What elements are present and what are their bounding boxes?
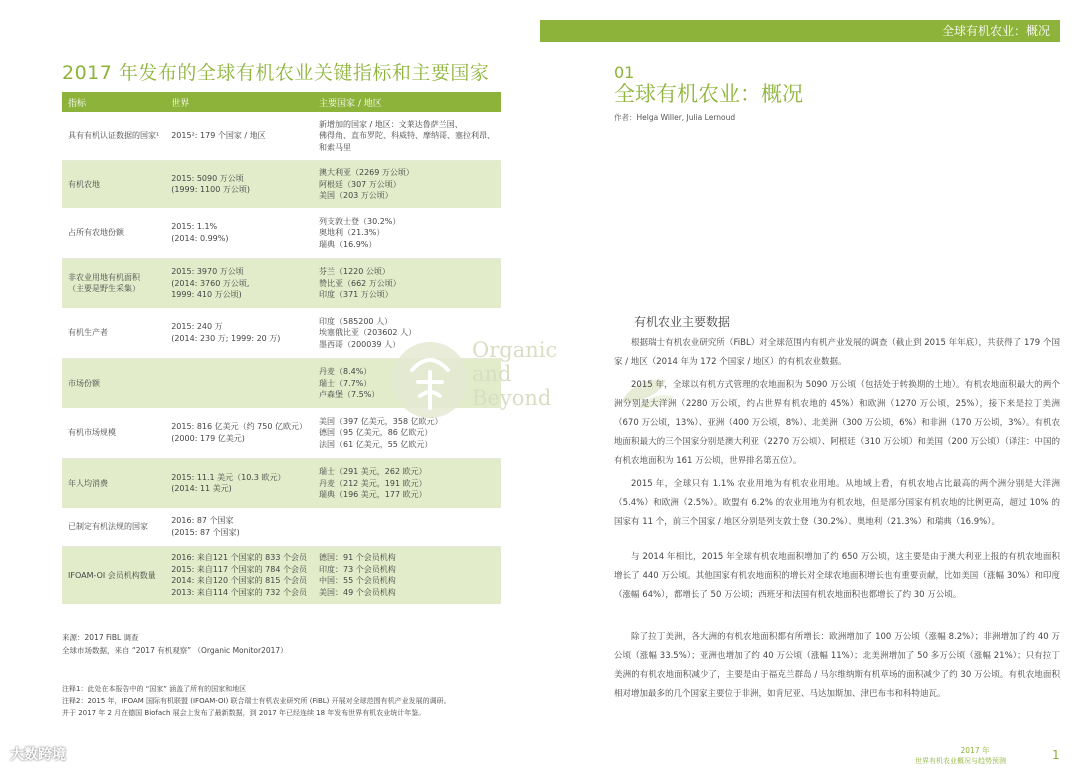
cell-line: 2013: 来自114 个国家的 732 个会员 (171, 587, 307, 597)
cell-line: 有机市场规模 (68, 428, 116, 437)
cell-line: 瑞典（196 美元，177 欧元） (318, 490, 427, 499)
brand-watermark: 大数跨境 (10, 747, 66, 763)
cell-line: 丹麦（212 美元，191 欧元） (318, 478, 427, 488)
cell-world (165, 160, 313, 208)
cell-line: 埃塞俄比亚（203602 人） (318, 328, 417, 337)
footnote: 注释2：2015 年，IFOAM 国际有机联盟 (IFOAM-OI) 联合瑞士有机农业研究所 (FiBL) 开展对全球范围有机产业发展的调研。 (62, 697, 451, 705)
cell-line: (2000: 179 亿美元) (171, 433, 245, 443)
footnote: 注释1：此处在本报告中的 “国家” 涵盖了所有的国家和地区 (62, 685, 247, 693)
cell-indicator (62, 408, 165, 458)
cell-world (165, 258, 313, 308)
cell-line: 美国：49 个会员机构 (318, 587, 396, 597)
chapter-title: 全球有机农业：概况 (614, 82, 803, 106)
cell-line: 非农业用地有机面积 (68, 272, 140, 282)
source-notes (62, 631, 288, 657)
cell-line: (1999: 1100 万公顷) (171, 185, 250, 195)
paragraph: 与 2014 年相比，2015 年全球有机农地面积增加了约 650 万公顷，这主要是由于澳大利亚上报的有机农地面积增长了 440 万公顷。其他国家有机农地面积的增长对全球农地面积增长也有重要贡献，比如美国（涨幅 30%）和印度（涨幅 64%），都增长了 50 万公顷；西班牙和法国有机农地面积也都增长了约 30 万公顷。 (614, 552, 1060, 600)
cell-indicator (62, 308, 165, 358)
cell-line: 佛得角、直布罗陀、科威特、摩纳哥、塞拉利昂、 (318, 131, 495, 140)
watermark-line: and (472, 362, 512, 386)
footer-subtitle: 世界有机农业概况与趋势预测 (915, 757, 1006, 765)
cell-line: 列支敦士登（30.2%） (318, 216, 401, 226)
cell-line: 1999: 410 万公顷) (171, 290, 242, 299)
cell-line: 有机生产者 (68, 328, 108, 337)
cell-countries (313, 160, 501, 208)
cell-line: (2014: 11 美元) (171, 484, 232, 494)
cell-line: 印度（585200 人） (318, 316, 393, 326)
cell-line: 印度：73 个会员机构 (318, 564, 396, 574)
cell-line: 瑞士（291 美元，262 欧元） (318, 467, 427, 476)
table-row (62, 112, 501, 160)
cell-line: 2015: 816 亿美元（约 750 亿欧元） (171, 422, 307, 432)
cell-line: 澳大利亚（2269 万公顷） (318, 168, 414, 177)
chapter-number: 01 (614, 63, 635, 82)
cell-line: (2015: 87 个国家) (171, 527, 240, 537)
header-world: 世界 (165, 92, 313, 112)
cell-line: 和索马里 (318, 142, 351, 152)
paragraph: 除了拉丁美洲，各大洲的有机农地面积都有所增长：欧洲增加了 100 万公顷（涨幅 8.2%）；非洲增加了约 40 万公顷（涨幅 33.5%）；亚洲也增加了约 40 万公顷（涨幅 11%）；北美洲增加了 50 多万公顷（涨幅 21%）；只有拉丁美洲的有机农地面积减少了，主要是由于福克兰群岛 / 马尔维纳斯有机草场的面积减少了约 30 万公顷。有机农地面积相对增加最多的几个国家主要位于非洲，如肯尼亚、马达加斯加、津巴布韦和科特迪瓦。 (614, 632, 1060, 699)
table-header-row (62, 92, 501, 112)
cell-line: 占所有农地份额 (68, 228, 124, 237)
cell-line: 2015: 5090 万公顷 (171, 173, 244, 183)
cell-indicator (62, 258, 165, 308)
cell-world (165, 112, 313, 160)
cell-line: 芬兰（1220 公顷） (318, 267, 390, 276)
cell-world (165, 408, 313, 458)
cell-line: 2015: 3970 万公顷 (171, 267, 244, 276)
paragraph: 2015 年，全球以有机方式管理的农地面积为 5090 万公顷（包括处于转换期的土地）。有机农地面积最大的两个洲分别是大洋洲（2280 万公顷，约占世界有机农地的 45%）和欧洲（1270 万公顷，25%），接下来是拉丁美洲（670 万公顷，13%）、亚洲（400 万公顷，8%）、北美洲（300 万公顷，6%）和非洲（170 万公顷，3%）。有机农地面积最大的三个国家分别是澳大利亚（2270 万公顷）、阿根廷（310 万公顷）和美国（200 万公顷）（译注：中国的有机农地面积为 161 万公顷，世界排名第五位）。 (614, 380, 1060, 466)
cell-line: 丹麦（8.4%） (318, 367, 372, 376)
watermark-line: Organic (472, 338, 558, 362)
table-row (62, 208, 501, 258)
section-title: 有机农业主要数据 (634, 315, 731, 329)
cell-indicator (62, 208, 165, 258)
cell-line: 2014: 来自120 个国家的 815 个会员 (171, 576, 307, 586)
cell-line: 已制定有机法规的国家 (68, 522, 148, 531)
cell-line: 阿根廷（307 万公顷） (318, 179, 401, 189)
cell-line: 美国（397 亿美元，358 亿欧元） (318, 416, 443, 426)
cell-line: 法国（61 亿美元，55 亿欧元） (318, 439, 433, 449)
table-row (62, 160, 501, 208)
footnotes (62, 683, 482, 719)
cell-indicator (62, 112, 165, 160)
cell-countries (313, 258, 501, 308)
cell-line: 瑞典（16.9%） (318, 239, 377, 249)
cell-line: 2015²: 179 个国家 / 地区 (171, 131, 266, 140)
cell-countries (313, 112, 501, 160)
cell-world (165, 546, 313, 604)
cell-world (165, 308, 313, 358)
cell-world (165, 458, 313, 508)
cell-line: 新增加的国家 / 地区：文莱达鲁萨兰国、 (318, 119, 463, 129)
cell-line: (2014: 230 万; 1999: 20 万) (171, 333, 281, 343)
cell-line: 瑞士（7.7%） (318, 378, 372, 388)
cell-world (165, 208, 313, 258)
cell-indicator (62, 458, 165, 508)
cell-line: 赞比亚（662 万公顷） (318, 278, 401, 288)
table-row (62, 458, 501, 508)
authors: 作者：Helga Willer, Julia Lernoud (614, 113, 736, 122)
header-countries: 主要国家 / 地区 (313, 92, 501, 112)
cell-line: 2016: 87 个国家 (171, 516, 234, 526)
source-note: 来源：2017 FiBL 调查 (62, 633, 139, 642)
paragraph: 根据瑞士有机农业研究所（FiBL）对全球范围内有机产业发展的调查（截止到 2015 年年底），共获得了 179 个国家 / 地区（2014 年为 172 个国家 / 地区）的有机农业数据。 (614, 338, 1060, 367)
header-indicator: 指标 (62, 92, 165, 112)
cell-indicator (62, 160, 165, 208)
cell-line: 年人均消费 (68, 478, 108, 488)
running-header: 全球有机农业：概况 (941, 24, 1050, 38)
cell-countries (313, 208, 501, 258)
cell-world (165, 508, 313, 546)
cell-line: 德国（95 亿美元，86 亿欧元） (318, 428, 433, 437)
cell-line: 2015: 240 万 (171, 322, 223, 332)
table-row (62, 546, 501, 604)
cell-line: 奥地利（21.3%） (318, 228, 385, 237)
cell-line: IFOAM-OI 会员机构数量 (68, 570, 156, 580)
watermark-text (472, 338, 557, 410)
cell-line: 具有有机认证数据的国家¹ (68, 131, 160, 140)
cell-indicator (62, 508, 165, 546)
cell-line: 卢森堡（7.5%） (318, 390, 380, 399)
cell-line: 德国：91 个会员机构 (318, 553, 396, 563)
cell-countries (313, 458, 501, 508)
cell-line: 美国（203 万公顷） (318, 191, 393, 200)
cell-countries (313, 546, 501, 604)
cell-line: (2014: 0.99%) (171, 233, 229, 243)
cell-line: 2015: 1.1% (171, 222, 218, 232)
table-title: 2017 年发布的全球有机农业关键指标和主要国家 (62, 62, 490, 84)
footer-year: 2017 年 (960, 746, 990, 755)
cell-line: 市场份额 (68, 378, 100, 388)
cell-line: 2015: 来自117 个国家的 784 个会员 (171, 564, 307, 574)
cell-line: （主要是野生采集） (68, 284, 140, 294)
footnote: 并于 2017 年 2 月在德国 Biofach 展会上发布了最新数据，到 2017 年已经连续 18 年发布世界有机农业统计年鉴。 (62, 709, 426, 717)
cell-countries (313, 508, 501, 546)
cell-line: 中国：55 个会员机构 (318, 576, 396, 586)
cell-line: 2015: 11.1 美元（10.3 欧元） (171, 472, 286, 482)
source-note: 全球市场数据，来自 “2017 有机观察” （Organic Monitor2017） (62, 646, 288, 655)
page-number: 1 (1052, 748, 1060, 762)
cell-line: (2014: 3760 万公顷, (171, 278, 250, 288)
cell-line: 2016: 来自121 个国家的 833 个会员 (171, 553, 307, 563)
cell-line: 印度（371 万公顷） (318, 290, 393, 299)
cell-indicator (62, 358, 165, 408)
cell-line: 有机农地 (68, 179, 100, 189)
cell-indicator (62, 546, 165, 604)
cell-line: 墨西哥（200039 人） (318, 339, 401, 349)
watermark-line: Beyond (472, 386, 552, 410)
table-row (62, 508, 501, 546)
paragraph: 2015 年，全球只有 1.1% 农业用地为有机农业用地。从地域上看，有机农地占比最高的两个洲分别是大洋洲（5.4%）和欧洲（2.5%）。欧盟有 6.2% 的农业用地为有机农地，但是部分国家有机农地的比例更高，超过 10% 的国家有 11 个，前三个国家 / 地区分别是列支敦士登（30.2%）、奥地利（21.3%）和瑞典（16.9%）。 (614, 479, 1060, 527)
cell-world (165, 358, 313, 408)
table-row (62, 258, 501, 308)
